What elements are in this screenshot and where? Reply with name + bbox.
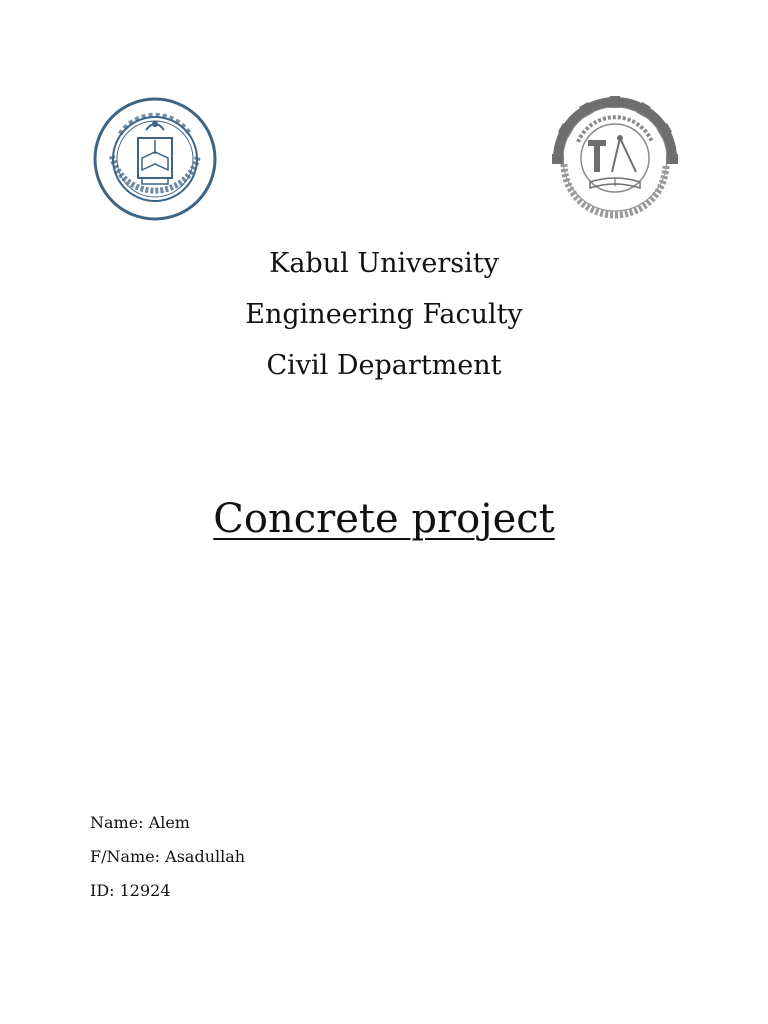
student-father-name: F/Name: Asadullah [90,847,246,866]
institution-header [0,238,768,391]
engineering-faculty-gear-icon [550,94,680,224]
faculty-name: Engineering Faculty [245,299,523,330]
student-info [90,806,245,908]
kabul-university-seal-icon [90,94,220,224]
university-name: Kabul University [269,248,499,279]
student-id: ID: 12924 [90,881,171,900]
department-name: Civil Department [266,350,502,381]
project-title: Concrete project [213,496,555,542]
student-name: Name: Alem [90,813,190,832]
